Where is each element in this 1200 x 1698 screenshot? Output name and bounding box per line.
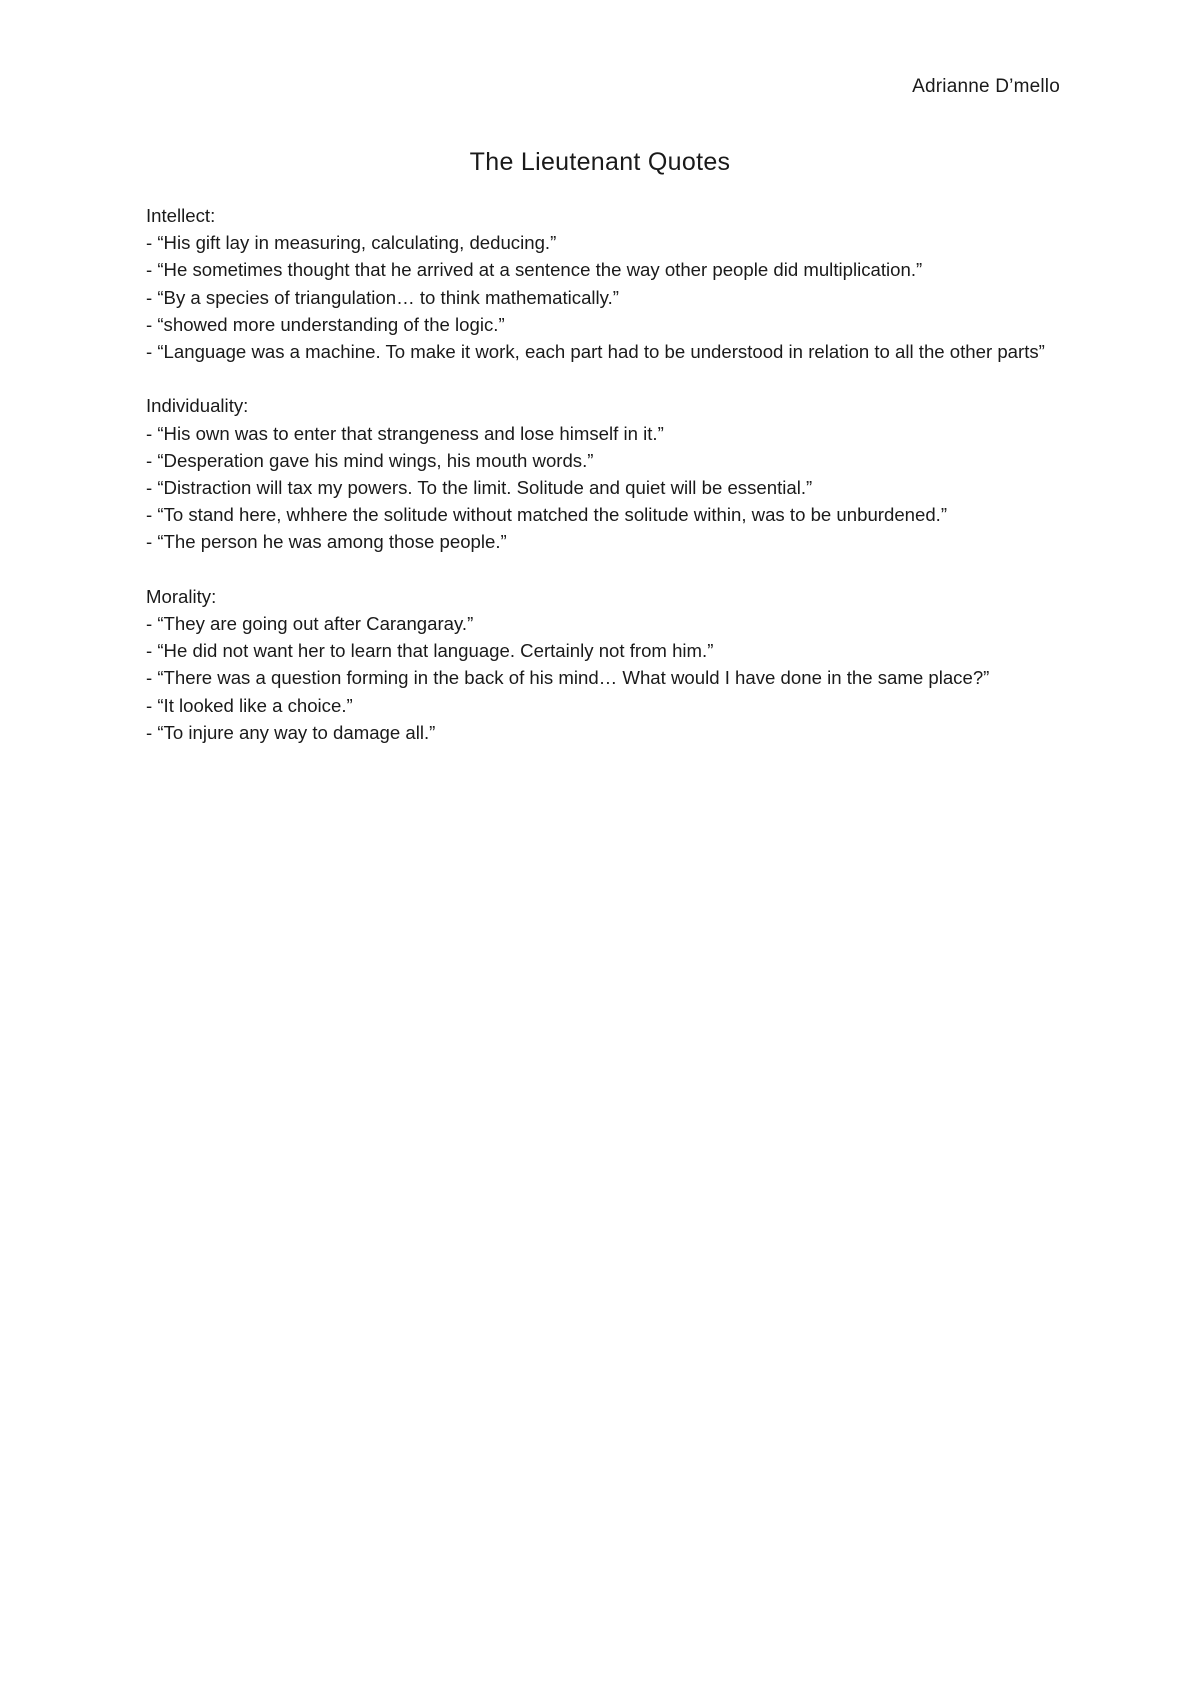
quote-item: - “There was a question forming in the back of his mind… What would I have done in the same place?”	[146, 667, 990, 689]
quote-list	[146, 420, 1046, 556]
quote-item: - “His own was to enter that strangeness and lose himself in it.”	[146, 422, 664, 444]
quote-item: - “showed more understanding of the logic.”	[146, 313, 505, 335]
quote-item: - “The person he was among those people.”	[146, 531, 507, 553]
quote-item: - “It looked like a choice.”	[146, 694, 353, 716]
quote-item: - “Language was a machine. To make it work, each part had to be understood in relation to all the other parts”	[146, 341, 1045, 363]
section-morality	[146, 583, 1046, 746]
quote-item: - “He did not want her to learn that language. Certainly not from him.”	[146, 640, 714, 662]
quote-item: - “By a species of triangulation… to think mathematically.”	[146, 286, 619, 308]
quote-item: - “To injure any way to damage all.”	[146, 721, 436, 743]
section-heading: Intellect:	[146, 205, 216, 226]
document-body	[146, 202, 1046, 773]
quote-item: - “His gift lay in measuring, calculating, deducing.”	[146, 232, 557, 254]
author-name: Adrianne D’mello	[912, 76, 1060, 97]
quote-list	[146, 229, 1046, 365]
quote-item: - “He sometimes thought that he arrived at a sentence the way other people did multiplication.”	[146, 259, 923, 281]
section-heading: Morality:	[146, 585, 217, 607]
quote-item: - “Distraction will tax my powers. To the limit. Solitude and quiet will be essential.”	[146, 477, 813, 499]
quote-item: - “They are going out after Carangaray.”	[146, 613, 474, 635]
page-title: The Lieutenant Quotes	[469, 148, 731, 176]
section-heading: Individuality:	[146, 395, 249, 417]
quote-item: - “Desperation gave his mind wings, his mouth words.”	[146, 449, 594, 471]
section-individuality	[146, 392, 1046, 555]
section-intellect	[146, 202, 1046, 365]
quote-list	[146, 610, 1046, 746]
quote-item: - “To stand here, whhere the solitude without matched the solitude within, was to be unburdened.”	[146, 504, 948, 526]
